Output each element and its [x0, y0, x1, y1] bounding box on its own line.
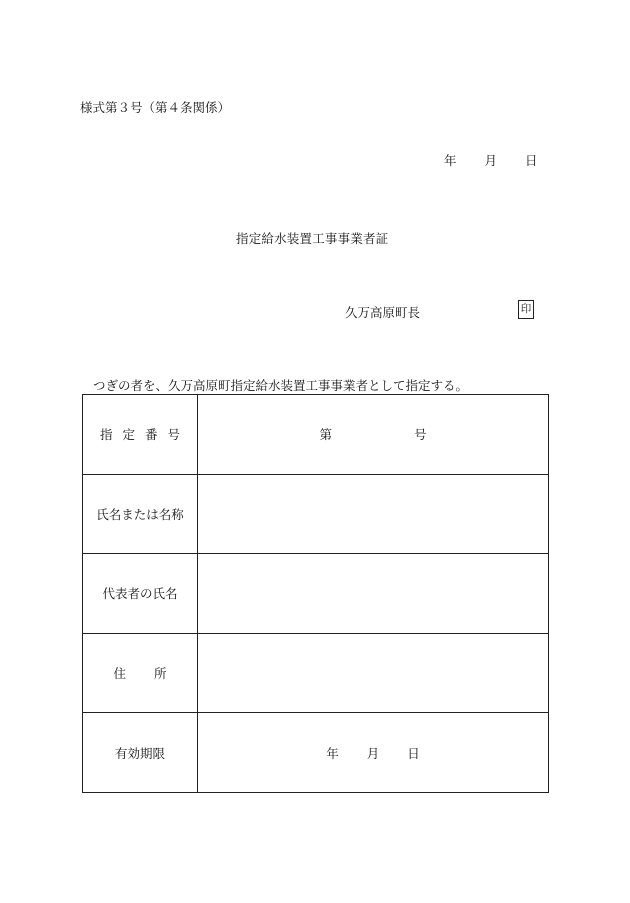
value-name — [198, 474, 549, 554]
validity-day: 日 — [407, 745, 420, 761]
table-row-name — [83, 474, 549, 554]
table-row-address — [83, 633, 549, 713]
value-designation-number — [198, 395, 549, 475]
validity-month: 月 — [366, 745, 380, 761]
seal-mark: 印 — [518, 300, 534, 319]
date-year: 年 — [444, 153, 457, 168]
table-row-validity — [83, 713, 549, 793]
issue-date-line — [444, 151, 538, 169]
table-row-designation-number — [83, 395, 549, 475]
value-address — [198, 633, 549, 713]
certificate-table — [82, 394, 549, 793]
label-representative: 代表者の氏名 — [83, 554, 198, 634]
label-validity: 有効期限 — [83, 713, 198, 793]
table-row-representative — [83, 554, 549, 634]
number-prefix: 第 — [319, 427, 332, 443]
issuer-name: 久万高原町長 — [345, 305, 421, 320]
value-validity — [198, 713, 549, 793]
label-address: 住 所 — [83, 633, 198, 713]
value-representative — [198, 554, 549, 634]
date-month: 月 — [484, 153, 498, 168]
form-number: 様式第３号（第４条関係） — [80, 100, 231, 115]
validity-year: 年 — [326, 745, 339, 761]
label-designation-number: 指定番号 — [83, 395, 198, 475]
document-title: 指定給水装置工事事業者証 — [236, 231, 389, 246]
label-name: 氏名または名称 — [83, 474, 198, 554]
designation-statement: つぎの者を、久万高原町指定給水装置工事事業者として指定する。 — [93, 378, 469, 393]
number-suffix: 号 — [414, 427, 427, 443]
date-day: 日 — [525, 153, 538, 168]
